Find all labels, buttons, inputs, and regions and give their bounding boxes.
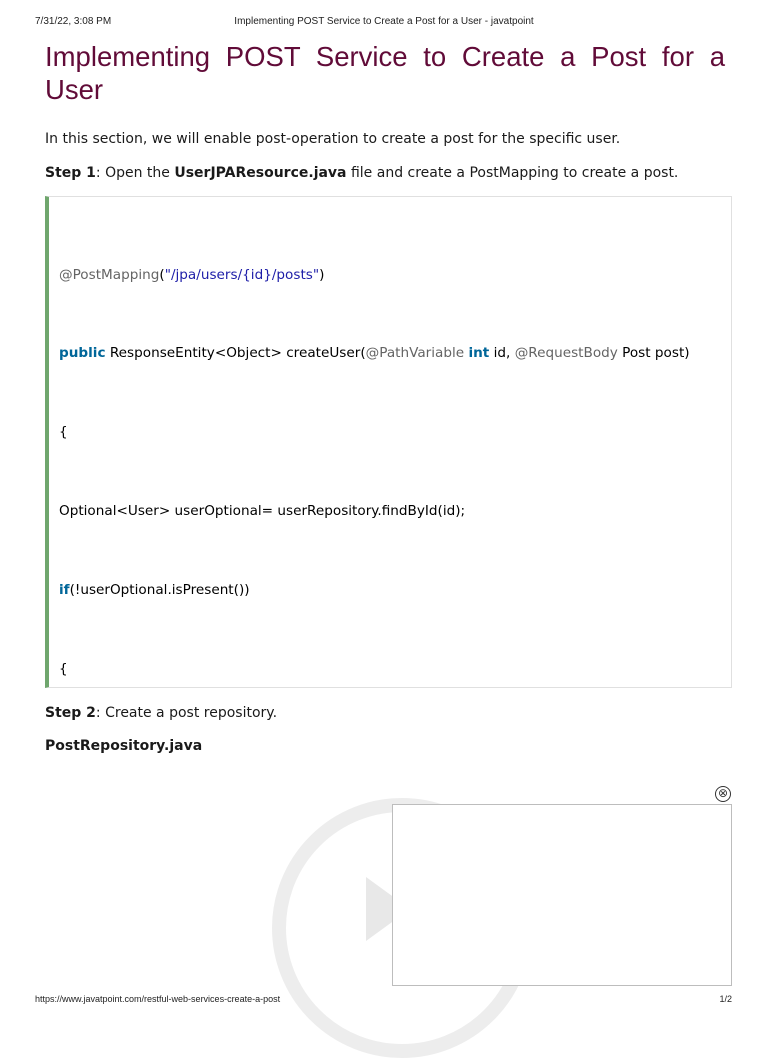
code-text: id, bbox=[489, 345, 515, 362]
print-timestamp: 7/31/22, 3:08 PM bbox=[35, 16, 112, 27]
post-repository-heading: PostRepository.java bbox=[45, 738, 203, 754]
code-annotation: @RequestBody bbox=[514, 345, 618, 362]
code-text: ResponseEntity<Object> createUser( bbox=[105, 345, 366, 362]
print-header bbox=[0, 16, 768, 30]
step1-text-a: : Open the bbox=[95, 165, 175, 181]
code-keyword: if bbox=[59, 582, 70, 599]
code-block bbox=[45, 196, 732, 688]
code-line bbox=[59, 262, 732, 288]
code-text: Post post) bbox=[617, 345, 690, 362]
step2-label: Step 2 bbox=[45, 705, 96, 721]
code-annotation: @PostMapping bbox=[59, 266, 160, 283]
code-line: Optional<User> userOptional= userRepository.findById(id); bbox=[59, 503, 466, 520]
step1-label: Step 1 bbox=[45, 165, 96, 181]
intro-paragraph: In this section, we will enable post-operation to create a post for the specific user. bbox=[45, 131, 621, 147]
close-icon[interactable]: ⊗ bbox=[715, 786, 731, 802]
print-page-title: Implementing POST Service to Create a Post for a User - javatpoint bbox=[234, 16, 534, 27]
code-line: { bbox=[59, 424, 68, 441]
code-keyword: int bbox=[468, 345, 490, 362]
print-page-number: 1/2 bbox=[719, 994, 732, 1004]
code-keyword: public bbox=[59, 345, 106, 362]
step2-paragraph bbox=[45, 703, 277, 723]
code-string: "/jpa/users/{id}/posts" bbox=[164, 266, 320, 283]
step1-text-b: file and create a PostMapping to create a post. bbox=[346, 165, 679, 181]
step1-file-name: UserJPAResource.java bbox=[174, 165, 347, 181]
code-text: ) bbox=[319, 266, 325, 283]
code-line bbox=[59, 577, 732, 603]
video-ad-frame[interactable] bbox=[392, 804, 732, 986]
code-line bbox=[59, 340, 732, 366]
print-url: https://www.javatpoint.com/restful-web-services-create-a-post bbox=[35, 994, 281, 1004]
code-line: { bbox=[59, 661, 68, 678]
code-text: (!userOptional.isPresent()) bbox=[69, 582, 250, 599]
step1-paragraph bbox=[45, 163, 678, 183]
code-lines bbox=[59, 209, 732, 688]
print-footer bbox=[0, 994, 768, 1008]
article-title: Implementing POST Service to Create a Post for a User bbox=[45, 41, 725, 105]
step2-text: : Create a post repository. bbox=[95, 705, 278, 721]
code-annotation: @PathVariable bbox=[365, 345, 465, 362]
code-text: ( bbox=[159, 266, 165, 283]
